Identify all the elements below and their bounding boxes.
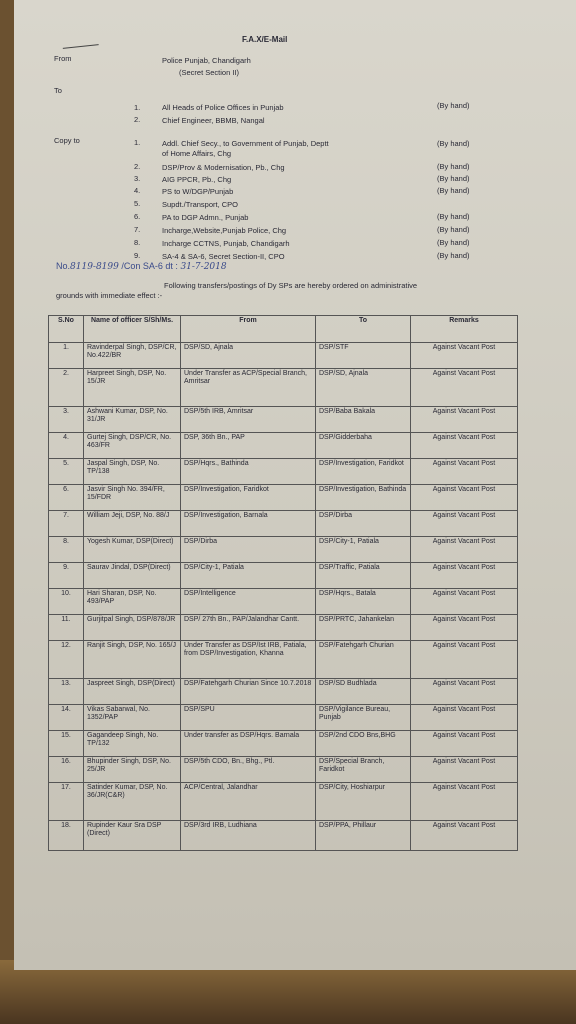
copy-item-text: PS to W/DGP/Punjab [162, 187, 234, 196]
cell-from: DSP/SPU [181, 705, 316, 731]
table-row [49, 615, 518, 641]
cell-name: Saurav Jindal, DSP(Direct) [84, 563, 181, 589]
cell-from: DSP/Dirba [181, 537, 316, 563]
cell-from: DSP/5th IRB, Amritsar [181, 407, 316, 433]
cell-from: ACP/Central, Jalandhar [181, 783, 316, 821]
table-row [49, 757, 518, 783]
table-row [49, 641, 518, 679]
cell-name: Hari Sharan, DSP, No. 493/PAP [84, 589, 181, 615]
copy-item-number: 7. [134, 225, 141, 234]
cell-remarks: Against Vacant Post [411, 615, 518, 641]
copy-item-by: (By hand) [437, 251, 470, 260]
cell-sno: 12. [49, 641, 84, 679]
cell-remarks: Against Vacant Post [411, 433, 518, 459]
cell-name: Gurjitpal Singh, DSP/878/JR [84, 615, 181, 641]
copy-item-number: 9. [134, 251, 141, 260]
cell-sno: 10. [49, 589, 84, 615]
cell-name: Satinder Kumar, DSP, No. 36/JR(C&R) [84, 783, 181, 821]
copy-item-by: (By hand) [437, 162, 470, 171]
to-label: To [54, 86, 62, 95]
cell-to: DSP/Special Branch, Faridkot [316, 757, 411, 783]
table-row [49, 537, 518, 563]
copy-item-text: Supdt./Transport, CPO [162, 200, 239, 209]
transfer-table [48, 315, 518, 851]
cell-sno: 4. [49, 433, 84, 459]
cell-to: DSP/2nd CDO Bns,BHG [316, 731, 411, 757]
cell-name: Ashwani Kumar, DSP, No. 31/JR [84, 407, 181, 433]
cell-to: DSP/Traffic, Patiala [316, 563, 411, 589]
cell-to: DSP/PPA, Phillaur [316, 821, 411, 851]
cell-from: Under transfer as DSP/Hqrs. Barnala [181, 731, 316, 757]
cell-name: Rupinder Kaur Sra DSP (Direct) [84, 821, 181, 851]
cell-to: DSP/City, Hoshiarpur [316, 783, 411, 821]
cell-sno: 14. [49, 705, 84, 731]
cell-sno: 9. [49, 563, 84, 589]
copy-item-number: 5. [134, 199, 141, 208]
cell-to: DSP/Gidderbaha [316, 433, 411, 459]
cell-sno: 2. [49, 369, 84, 407]
copy-item-text: Incharge CCTNS, Punjab, Chandigarh [162, 239, 290, 248]
table-row [49, 343, 518, 369]
copy-item-by: (By hand) [437, 212, 470, 221]
table-row [49, 511, 518, 537]
cell-name: Vikas Sabarwal, No. 1352/PAP [84, 705, 181, 731]
copy-item-text: SA-4 & SA-6, Secret Section-II, CPO [162, 252, 285, 261]
copy-item-text: of Home Affairs, Chg [162, 149, 232, 158]
copy-item-by: (By hand) [437, 139, 470, 148]
cell-name: Gurtej Singh, DSP/CR, No. 463/FR [84, 433, 181, 459]
ref-mid: /Con SA-6 dt : [121, 261, 178, 271]
col-header-sno: S.No [49, 316, 84, 343]
cell-from: DSP/5th CDO, Bn., Bhg., Ptl. [181, 757, 316, 783]
table-row [49, 705, 518, 731]
cell-remarks: Against Vacant Post [411, 511, 518, 537]
table-row [49, 783, 518, 821]
copy-item-number: 8. [134, 238, 141, 247]
ref-no-handwritten: 8119-8199 [70, 262, 119, 272]
cell-sno: 13. [49, 679, 84, 705]
table-row [49, 821, 518, 851]
cell-name: Jaspal Singh, DSP, No. TP/138 [84, 459, 181, 485]
cell-remarks: Against Vacant Post [411, 537, 518, 563]
cell-name: Yogesh Kumar, DSP(Direct) [84, 537, 181, 563]
copy-item-text: Addl. Chief Secy., to Government of Punjab, Deptt [162, 139, 329, 148]
cell-sno: 16. [49, 757, 84, 783]
cell-to: DSP/Investigation, Bathinda [316, 485, 411, 511]
copy-item-number: 3. [134, 174, 141, 183]
cell-sno: 7. [49, 511, 84, 537]
cell-from: DSP/3rd IRB, Ludhiana [181, 821, 316, 851]
cell-from: DSP/SD, Ajnala [181, 343, 316, 369]
cell-remarks: Against Vacant Post [411, 641, 518, 679]
copy-item-number: 4. [134, 186, 141, 195]
cell-to: DSP/SD, Ajnala [316, 369, 411, 407]
cell-from: DSP/Investigation, Barnala [181, 511, 316, 537]
cell-name: Jaspreet Singh, DSP(Direct) [84, 679, 181, 705]
copy-item-text: AIG PPCR, Pb., Chg [162, 175, 232, 184]
ref-date-handwritten: 31-7-2018 [180, 262, 227, 272]
copy-to-label: Copy to [54, 136, 80, 145]
copy-item-text: PA to DGP Admn., Punjab [162, 213, 249, 222]
copy-item-text: DSP/Prov & Modernisation, Pb., Chg [162, 163, 285, 172]
copy-item-by: (By hand) [437, 186, 470, 195]
handwritten-signature [61, 30, 98, 49]
cell-remarks: Against Vacant Post [411, 407, 518, 433]
to-item-number: 2. [134, 115, 141, 124]
table-row [49, 407, 518, 433]
doc-header: F.A.X/E-Mail [242, 35, 288, 44]
to-item-text: Chief Engineer, BBMB, Nangal [162, 116, 265, 125]
table-header-row [49, 316, 518, 343]
copy-item-text: Incharge,Website,Punjab Police, Chg [162, 226, 287, 235]
cell-remarks: Against Vacant Post [411, 485, 518, 511]
cell-from: DSP/ 27th Bn., PAP/Jalandhar Cantt. [181, 615, 316, 641]
col-header-from: From [181, 316, 316, 343]
cell-remarks: Against Vacant Post [411, 679, 518, 705]
cell-to: DSP/Hqrs., Batala [316, 589, 411, 615]
table-row [49, 679, 518, 705]
cell-sno: 15. [49, 731, 84, 757]
col-header-remarks: Remarks [411, 316, 518, 343]
copy-item-number: 6. [134, 212, 141, 221]
cell-name: Gagandeep Singh, No. TP/132 [84, 731, 181, 757]
cell-name: Bhupinder Singh, DSP, No. 25/JR [84, 757, 181, 783]
cell-remarks: Against Vacant Post [411, 343, 518, 369]
copy-item-by: (By hand) [437, 238, 470, 247]
cell-remarks: Against Vacant Post [411, 369, 518, 407]
cell-sno: 18. [49, 821, 84, 851]
cell-remarks: Against Vacant Post [411, 589, 518, 615]
cell-from: DSP/Fatehgarh Churian Since 10.7.2018 [181, 679, 316, 705]
cell-remarks: Against Vacant Post [411, 563, 518, 589]
cell-sno: 1. [49, 343, 84, 369]
table-row [49, 589, 518, 615]
ref-prefix: No. [56, 261, 71, 271]
from-label: From [54, 54, 72, 63]
cell-from: Under Transfer as ACP/Special Branch, Amritsar [181, 369, 316, 407]
cell-sno: 5. [49, 459, 84, 485]
cell-to: DSP/City-1, Patiala [316, 537, 411, 563]
cell-name: Ranjit Singh, DSP, No. 165/J [84, 641, 181, 679]
to-item-text: All Heads of Police Offices in Punjab [162, 103, 284, 112]
cell-to: DSP/STF [316, 343, 411, 369]
cell-name: Jasvir Singh No. 394/FR, 15/FDR [84, 485, 181, 511]
order-text-line-2: grounds with immediate effect :- [56, 291, 163, 300]
cell-sno: 8. [49, 537, 84, 563]
to-item-number: 1. [134, 103, 141, 112]
cell-from: DSP/City-1, Patiala [181, 563, 316, 589]
cell-from: Under Transfer as DSP/Ist IRB, Patiala, from DSP/Investigation, Khanna [181, 641, 316, 679]
cell-from: DSP, 36th Bn., PAP [181, 433, 316, 459]
cell-remarks: Against Vacant Post [411, 705, 518, 731]
cell-remarks: Against Vacant Post [411, 459, 518, 485]
cell-to: DSP/PRTC, Jahankelan [316, 615, 411, 641]
cell-from: DSP/Investigation, Faridkot [181, 485, 316, 511]
cell-remarks: Against Vacant Post [411, 821, 518, 851]
cell-to: DSP/Investigation, Faridkot [316, 459, 411, 485]
table-row [49, 485, 518, 511]
to-item-by: (By hand) [437, 101, 470, 110]
copy-item-by: (By hand) [437, 225, 470, 234]
copy-item-number: 1. [134, 138, 141, 147]
table-row [49, 459, 518, 485]
col-header-name: Name of officer S/Sh/Ms. [84, 316, 181, 343]
cell-sno: 11. [49, 615, 84, 641]
cell-remarks: Against Vacant Post [411, 731, 518, 757]
cell-sno: 17. [49, 783, 84, 821]
table-row [49, 369, 518, 407]
cell-remarks: Against Vacant Post [411, 757, 518, 783]
col-header-to: To [316, 316, 411, 343]
cell-sno: 3. [49, 407, 84, 433]
cell-to: DSP/Dirba [316, 511, 411, 537]
cell-to: DSP/SD Budhlada [316, 679, 411, 705]
cell-from: DSP/Hqrs., Bathinda [181, 459, 316, 485]
cell-to: DSP/Fatehgarh Churian [316, 641, 411, 679]
table-row [49, 731, 518, 757]
table-row [49, 433, 518, 459]
cell-name: William Jeji, DSP, No. 88/J [84, 511, 181, 537]
order-text-line-1: Following transfers/postings of Dy SPs are hereby ordered on administrative [164, 281, 418, 290]
reference-number [56, 262, 227, 272]
copy-item-number: 2. [134, 162, 141, 171]
document-page [14, 0, 576, 970]
from-line-2: (Secret Section II) [179, 68, 240, 77]
cell-to: DSP/Vigilance Bureau, Punjab [316, 705, 411, 731]
cell-to: DSP/Baba Bakala [316, 407, 411, 433]
table-row [49, 563, 518, 589]
cell-sno: 6. [49, 485, 84, 511]
cell-name: Ravinderpal Singh, DSP/CR, No.422/BR [84, 343, 181, 369]
from-line-1: Police Punjab, Chandigarh [162, 56, 251, 65]
cell-name: Harpreet Singh, DSP, No. 15/JR [84, 369, 181, 407]
copy-item-by: (By hand) [437, 174, 470, 183]
cell-remarks: Against Vacant Post [411, 783, 518, 821]
cell-from: DSP/Intelligence [181, 589, 316, 615]
